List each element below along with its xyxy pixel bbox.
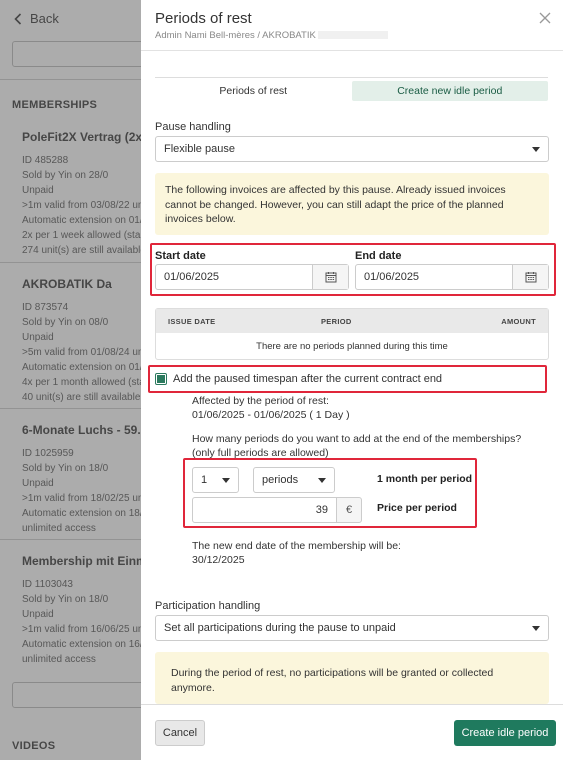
- panel-footer: [141, 704, 563, 760]
- checkbox-checked-mark: [157, 375, 165, 383]
- end-date-input[interactable]: [355, 264, 549, 290]
- affected-label: Affected by the period of rest:: [192, 395, 329, 407]
- tab-periods-of-rest[interactable]: Periods of rest: [219, 85, 288, 97]
- start-date-input[interactable]: [155, 264, 349, 290]
- end-date-label: End date: [355, 250, 402, 262]
- period-unit-select[interactable]: [253, 467, 335, 493]
- how-many-hint: (only full periods are allowed): [192, 447, 329, 459]
- price-per-period-input[interactable]: [192, 497, 337, 523]
- price-per-period-label: Price per period: [377, 502, 457, 514]
- redacted-text: [318, 31, 388, 39]
- tab-create-new-idle-period[interactable]: Create new idle period: [352, 81, 549, 101]
- panel-title: Periods of rest: [155, 10, 252, 27]
- end-date-value: 01/06/2025: [364, 271, 420, 283]
- caret-down-icon: [532, 147, 540, 152]
- pause-handling-value: Flexible pause: [164, 143, 235, 155]
- participation-handling-select[interactable]: [155, 615, 549, 641]
- panel-subtitle-text: Admin Nami Bell-mères / AKROBATIK: [155, 30, 316, 41]
- column-header-period: PERIOD: [321, 317, 352, 326]
- participation-note: During the period of rest, no participations will be granted or collected anymore.: [155, 652, 549, 704]
- caret-down-icon: [318, 478, 326, 483]
- column-header-amount: AMOUNT: [501, 317, 536, 326]
- panel-subtitle: [155, 30, 388, 41]
- calendar-icon[interactable]: [512, 265, 548, 289]
- pause-handling-select[interactable]: [155, 136, 549, 162]
- table-header: [156, 309, 548, 333]
- add-timespan-checkbox[interactable]: [155, 373, 167, 385]
- periods-of-rest-panel: [141, 0, 563, 760]
- new-end-date-label: The new end date of the membership will be:: [192, 540, 401, 552]
- close-icon[interactable]: [539, 12, 551, 24]
- price-value: 39: [315, 504, 328, 516]
- calendar-icon[interactable]: [312, 265, 348, 289]
- participation-handling-value: Set all participations during the pause to unpaid: [164, 622, 396, 634]
- start-date-label: Start date: [155, 250, 206, 262]
- add-timespan-option[interactable]: [155, 373, 442, 385]
- invoice-warning-note: The following invoices are affected by this pause. Already issued invoices cannot be changed. However, you can still adapt the price of the planned invoices below.: [155, 173, 549, 235]
- column-header-issue-date: ISSUE DATE: [168, 317, 216, 326]
- create-idle-period-button[interactable]: Create idle period: [454, 720, 556, 746]
- cancel-button[interactable]: Cancel: [155, 720, 205, 746]
- per-period-text: 1 month per period: [377, 473, 473, 485]
- tab-bar: [155, 77, 548, 104]
- currency-addon: €: [336, 497, 362, 523]
- table-empty-message: There are no periods planned during this time: [256, 340, 448, 352]
- caret-down-icon: [222, 478, 230, 483]
- period-count-value: 1: [201, 474, 208, 486]
- how-many-question: How many periods do you want to add at the end of the memberships?: [192, 433, 522, 445]
- planned-invoices-table: [155, 308, 549, 360]
- participation-handling-label: Participation handling: [155, 600, 261, 612]
- new-end-date-value: 30/12/2025: [192, 554, 245, 566]
- add-timespan-label: Add the paused timespan after the current contract end: [173, 373, 443, 385]
- affected-value: 01/06/2025 - 01/06/2025 ( 1 Day ): [192, 409, 350, 421]
- period-count-select[interactable]: [192, 467, 239, 493]
- caret-down-icon: [532, 626, 540, 631]
- start-date-value: 01/06/2025: [164, 271, 220, 283]
- pause-handling-label: Pause handling: [155, 121, 231, 133]
- header-divider: [141, 50, 563, 51]
- period-unit-value: periods: [262, 474, 299, 486]
